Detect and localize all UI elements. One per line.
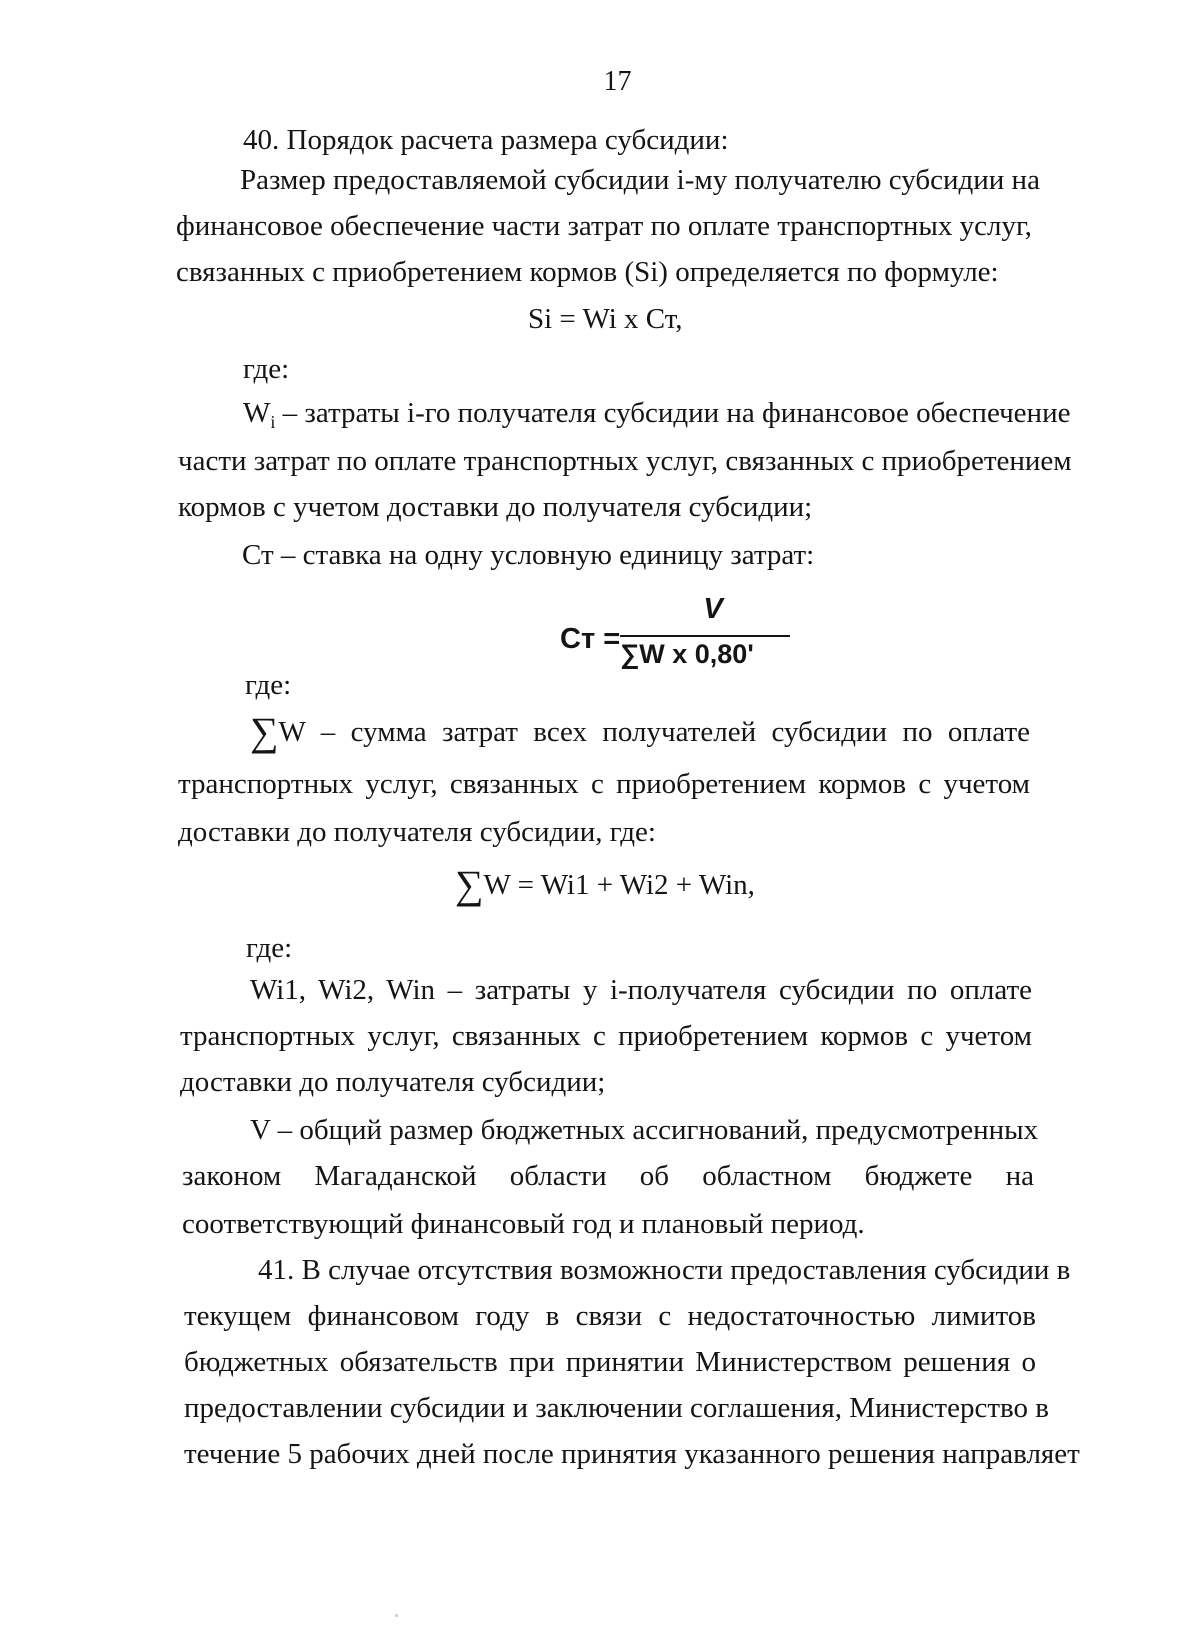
paragraph-line: части затрат по оплате транспортных услуг, связанных с приобретением bbox=[178, 445, 1072, 477]
fraction-denominator: ∑W x 0,80' bbox=[620, 639, 754, 669]
paragraph-line: текущем финансовом году в связи с недостаточностью лимитов bbox=[184, 1300, 1036, 1332]
wi-symbol: $W_i$ bbox=[243, 397, 276, 432]
paragraph-line: доставки до получателя субсидии; bbox=[180, 1066, 606, 1098]
paragraph-line: течение 5 рабочих дней после принятия указанного решения направляет bbox=[184, 1438, 1080, 1470]
definition-sum-w: ∑W – сумма затрат всех получателей субсидии по оплате bbox=[250, 709, 1030, 754]
where-label: где: bbox=[243, 353, 290, 385]
section-41-start: 41. В случае отсутствия возможности предоставления субсидии в bbox=[258, 1254, 1071, 1286]
fraction-numerator: V bbox=[703, 593, 723, 625]
fraction-lhs: Ст = bbox=[560, 623, 621, 655]
formula-sum-w: ∑W = Wi1 + Wi2 + Win, bbox=[455, 862, 755, 907]
paragraph-line: кормов с учетом доставки до получателя субсидии; bbox=[178, 491, 813, 523]
definition-v: V – общий размер бюджетных ассигнований, предусмотренных bbox=[250, 1114, 1039, 1146]
fraction-bar bbox=[620, 635, 790, 637]
definition-wi: $W_i$ – затраты i-го получателя субсидии на финансовое обеспечение bbox=[243, 397, 1071, 432]
scan-speck bbox=[395, 1614, 398, 1617]
paragraph-line: доставки до получателя субсидии, где: bbox=[178, 816, 656, 848]
definition-wi-list: Wi1, Wi2, Win – затраты у i-получателя субсидии по оплате bbox=[250, 974, 1032, 1006]
paragraph-line: связанных с приобретением кормов (Si) определяется по формуле: bbox=[176, 256, 999, 288]
sum-w-symbol: ∑W bbox=[250, 709, 306, 754]
paragraph-line: предоставлении субсидии и заключении соглашения, Министерство в bbox=[184, 1392, 1049, 1424]
paragraph-line: финансовое обеспечение части затрат по оплате транспортных услуг, bbox=[176, 210, 1032, 242]
paragraph-line: Размер предоставляемой субсидии i-му получателю субсидии на bbox=[240, 164, 1040, 196]
page-number: 17 bbox=[603, 66, 632, 97]
paragraph-line: бюджетных обязательств при принятии Министерством решения о bbox=[184, 1346, 1036, 1378]
paragraph-line: транспортных услуг, связанных с приобретением кормов с учетом bbox=[178, 768, 1030, 800]
paragraph-line: соответствующий финансовый год и плановый период. bbox=[182, 1208, 865, 1240]
where-label: где: bbox=[246, 932, 293, 964]
definition-ct: Ст – ставка на одну условную единицу затрат: bbox=[242, 539, 815, 571]
where-label: где: bbox=[245, 669, 292, 701]
formula-si: Si = Wi x Ст, bbox=[528, 303, 683, 335]
section-40-heading: 40. Порядок расчета размера субсидии: bbox=[243, 124, 729, 156]
paragraph-line: законом Магаданской области об областном бюджете на bbox=[182, 1160, 1034, 1192]
paragraph-line: транспортных услуг, связанных с приобретением кормов с учетом bbox=[180, 1020, 1032, 1052]
